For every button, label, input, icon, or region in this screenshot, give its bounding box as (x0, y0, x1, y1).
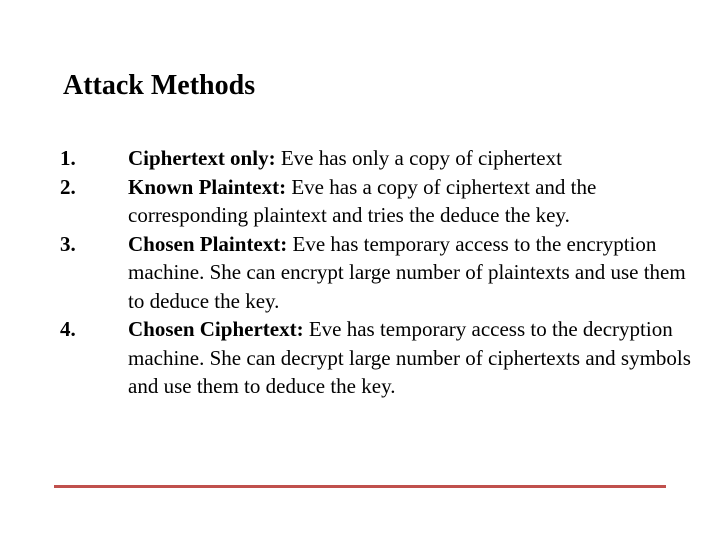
slide-title: Attack Methods (63, 70, 256, 101)
list-number: 3. (60, 231, 76, 256)
list-text: Eve has a copy of ciphertext and the corresponding plaintext and tries the deduce the key. (128, 174, 597, 227)
list-number: 2. (60, 174, 76, 199)
list-number: 1. (60, 146, 76, 170)
list-term: Ciphertext only: (128, 146, 276, 170)
list-item (60, 230, 700, 316)
list-text: Eve has temporary access to the encryption machine. She can encrypt large number of plaintexts and use them to deduce the key. (128, 231, 686, 313)
list-text: Eve has temporary access to the decryption machine. She can decrypt large number of ciphertexts and symbols and use them to deduce the key. (128, 317, 691, 398)
list-item (60, 144, 700, 173)
bottom-divider (54, 485, 666, 488)
list-number: 4. (60, 317, 76, 341)
list-item (60, 315, 700, 401)
list-item (60, 173, 700, 230)
list-term: Known Plaintext: (128, 174, 287, 199)
list-text: Eve has only a copy of ciphertext (275, 146, 562, 170)
list-term: Chosen Plaintext: (128, 231, 288, 256)
attack-methods-list (60, 144, 700, 401)
list-term: Chosen Ciphertext: (128, 317, 304, 341)
